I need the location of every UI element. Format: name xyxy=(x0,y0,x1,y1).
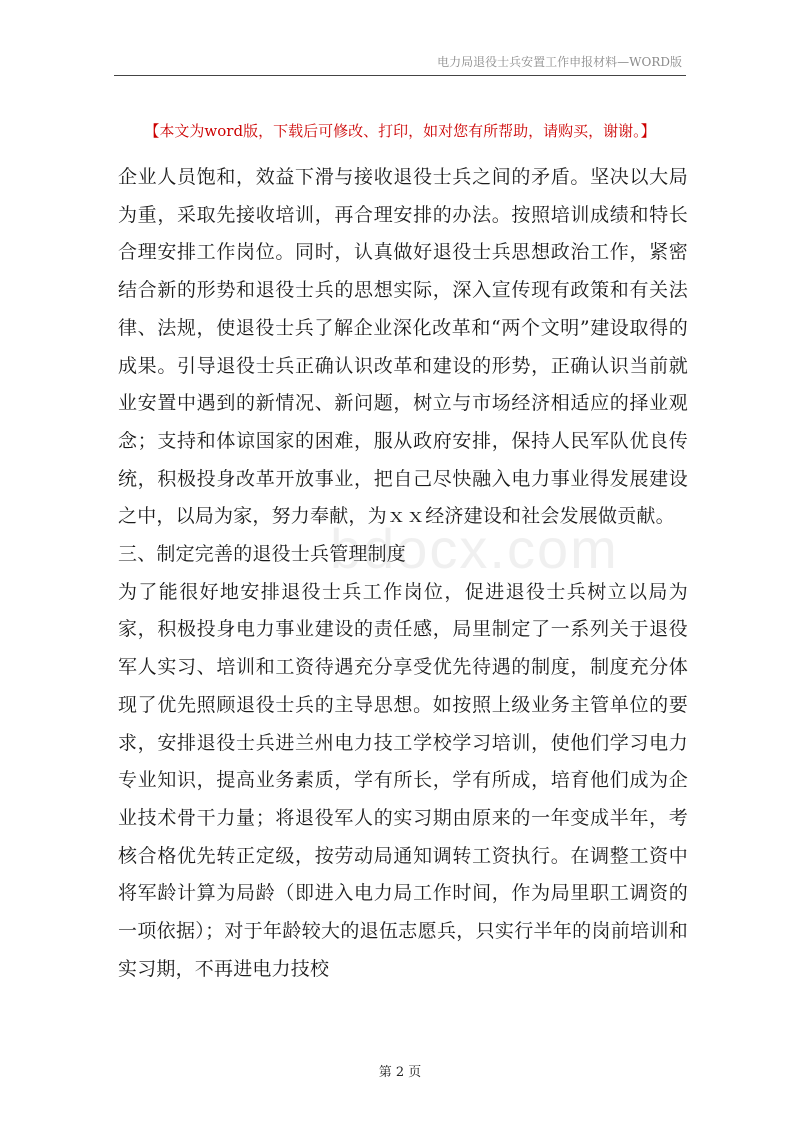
watermark: bdocx.com xyxy=(330,517,619,580)
download-notice: 【本文为word版，下载后可修改、打印，如对您有所帮助，请购买，谢谢。】 xyxy=(144,122,656,140)
document-body xyxy=(118,159,688,988)
document-header-title: 电力局退役士兵安置工作申报材料—WORD版 xyxy=(437,55,682,69)
body-paragraph: 企业人员饱和，效益下滑与接收退役士兵之间的矛盾。坚决以大局为重，采取先接收培训，再合理安排的办法。按照培训成绩和特长合理安排工作岗位。同时，认真做好退役士兵思想政治工作，紧密结合新的形势和退役士兵的思想实际，深入宣传现有政策和有关法律、法规，使退役士兵了解企业深化改革和“两个文明”建设取得的成果。引导退役士兵正确认识改革和建设的形势，正确认识当前就业安置中遇到的新情况、新问题，树立与市场经济相适应的择业观念；支持和体谅国家的困难，服从政府安排，保持人民军队优良传统，积极投身改革开放事业，把自己尽快融入电力事业得发展建设之中，以局为家，努力奉献，为ｘｘ经济建设和社会发展做贡献。 xyxy=(118,166,688,528)
section-heading: 三、制定完善的退役士兵管理制度 xyxy=(118,543,407,566)
body-paragraph: 为了能很好地安排退役士兵工作岗位，促进退役士兵树立以局为家，积极投身电力事业建设的责任感，局里制定了一系列关于退役军人实习、培训和工资待遇充分享受优先待遇的制度，制度充分体现了优先照顾退役士兵的主导思想。如按照上级业务主管单位的要求，安排退役士兵进兰州电力技工学校学习培训，使他们学习电力专业知识，提高业务素质，学有所长，学有所成，培育他们成为企业技术骨干力量；将退役军人的实习期由原来的一年变成半年，考核合格优先转正定级，按劳动局通知调转工资执行。在调整工资中将军龄计算为局龄（即进入电力局工作时间，作为局里职工调资的一项依据）；对于年龄较大的退伍志愿兵，只实行半年的岗前培训和实习期，不再进电力技校 xyxy=(118,580,688,980)
page-number: 第 2 页 xyxy=(378,1065,422,1080)
header-divider xyxy=(114,75,686,76)
